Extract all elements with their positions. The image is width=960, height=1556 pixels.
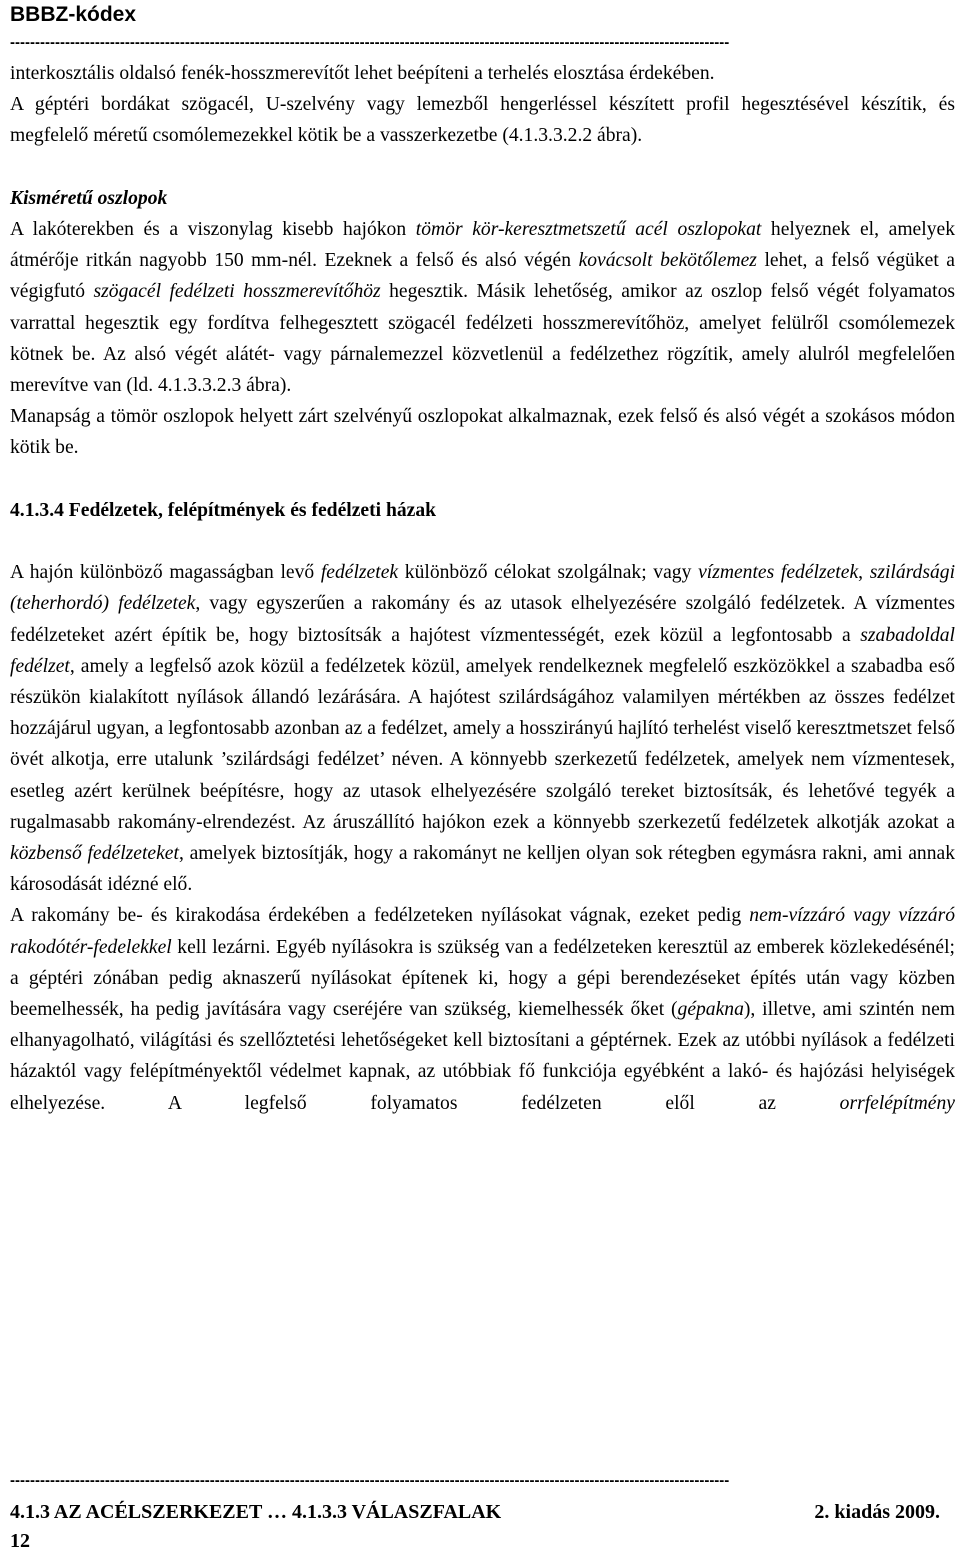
italic-term: szabadoldal fedélzet [10,624,955,677]
paragraph-5 [10,557,955,900]
footer-chapter-reference: 4.1.3 AZ ACÉLSZERKEZET … 4.1.3.3 VÁLASZFALAK [10,1501,502,1523]
italic-term: szilárdsági (teherhordó) fedélzetek [10,562,956,615]
footer-dashed-rule: ------------------------------------------------------------------------------------------------------------------------------------------------ [10,1472,730,1489]
text-run: helyeznek el, amelyek átmérője ritkán nagyobb 150 mm-nél. Ezeknek a felső és alsó végén [10,219,955,272]
text-run: különböző célokat szolgálnak; vagy [398,562,699,584]
paragraph-6 [10,900,955,1118]
paragraph-1: interkosztális oldalsó fenék-hosszmerevítőt lehet beépíteni a terhelés elosztása érdekében. [10,63,715,84]
document-header-title: BBBZ-kódex [10,3,137,26]
header-dashed-rule: ------------------------------------------------------------------------------------------------------------------------------------------------ [10,34,730,51]
text-run: A hajón különböző magasságban levő [10,562,321,584]
spacer [10,464,955,495]
italic-term: fedélzetek [320,562,399,584]
italic-term: tömör kör-keresztmetszetű acél oszlopokat [415,219,762,240]
paragraph-4: Manapság a tömör oszlopok helyett zárt szelvényű oszlopokat alkalmaznak, ezek felső és alsó végét a szokásos módon kötik be. [10,406,955,459]
paragraph-3 [10,214,955,401]
spacer [10,526,955,557]
text-run: lehet, a felső végüket a végigfutó [10,250,955,303]
italic-term: gépakna [677,999,744,1021]
text-run: ), illetve, ami szintén nem elhanyagolható, világítási és szellőztetési lehetőségeket kell biztosítani a géptérnek. Ezek az utóbbi nyílások a fedélzeti házaktól vagy felépítményektől védelmet kapnak, az utóbbiak fő funkciója egyébként a lakó- és hajózási helyiségek elhelyezése. A legfelső folyamatos fedélzeten elől az [10,999,956,1114]
italic-term: nem-vízzáró vagy vízzáró rakodótér-fedelekkel [10,905,955,958]
section-heading-decks: 4.1.3.4 Fedélzetek, felépítmények és fedélzeti házak [10,499,437,521]
italic-term: közbenső fedélzeteket [10,843,179,865]
italic-term: vízmentes fedélzetek [698,562,859,584]
text-run: , amelyek biztosítják, hogy a rakományt ne kelljen olyan sok rétegben egymásra rakni, ami annak károsodását idézné elő. [10,843,955,896]
text-run: A rakomány be- és kirakodása érdekében a fedélzeteken nyílásokat vágnak, ezeket pedig [10,905,750,927]
section-heading-small-columns: Kisméretű oszlopok [10,187,168,209]
text-run: , amely a legfelső azok közül a fedélzetek közül, amelyek rendelkeznek megfelelő eszközökkel a szabadba eső részükön kialakított nyílások állandó lezárására. A hajótest szilárdságához valamilyen mértékben az összes fedélzet hozzájárul ugyan, a legfontosabb azonban az a fedélzet, amely a hosszirányú hajlító terhelést viselő keresztmetszet felső övét alkotja, erre utalunk ’szilárdsági fedélzet’ néven. A könnyebb szerkezetű fedélzetek, amelyek nem vízmentesek, esetleg azért kerülnek beépítésre, hogy az utasok elhelyezésére szolgáló tereket biztosítsák, és lehetővé tegyék a rugalmasabb rakomány-elrendezést. Az áruszállító hajókon ezek a könnyebb szerkezetű fedélzetek alkotják azokat a [10,655,955,833]
page-number: 12 [10,1530,30,1552]
spacer [10,152,955,183]
paragraph-2: A géptéri bordákat szögacél, U-szelvény vagy lemezből hengerléssel készített profil hegesztésével készítik, és megfelelő méretű csomólemezekkel kötik be a vasszerkezetbe (4.1.3.3.2.2 ábra). [10,94,955,147]
text-run: kell lezárni. Egyéb nyílásokra is szükség van a fedélzeteken keresztül az emberek közlekedésénél; a géptéri zónában pedig aknaszerű nyílásokat építenek ki, hogy a gépi berendezéseket építés után vagy közben beemelhessék, ha pedig javítására vagy cseréjére van szükség, kiemelhessék őket ( [10,936,955,1021]
text-run: , [858,562,870,584]
text-run: , vagy egyszerűen a rakomány és az utasok elhelyezésére szolgáló fedélzetek. A vízmentes fedélzeteket azért építik be, hogy biztosítsák a hajótest vízmentességét, ezek közül a legfontosabb a [10,593,955,646]
body-text [10,58,955,1119]
italic-term: szögacél fedélzeti hosszmerevítőhöz [93,281,381,303]
footer-edition: 2. kiadás 2009. [814,1501,940,1523]
text-run: hegesztik. Másik lehetőség, amikor az oszlop felső végét folyamatos varrattal hegesztik egy fordítva felhegesztett szögacél fedélzeti hosszmerevítőhöz, amelyet felülről csomólemezek kötnek be. Az alsó végét alátét- vagy párnalemezzel közvetlenül a fedélzethez rögzítik, amely alulról megfelelően merevítve van (ld. 4.1.3.3.2.3 ábra). [10,281,955,397]
italic-term: orrfelépítmény [839,1092,955,1114]
italic-term: kovácsolt bekötőlemez [578,250,757,272]
text-run: A lakóterekben és a viszonylag kisebb hajókon [10,219,416,240]
